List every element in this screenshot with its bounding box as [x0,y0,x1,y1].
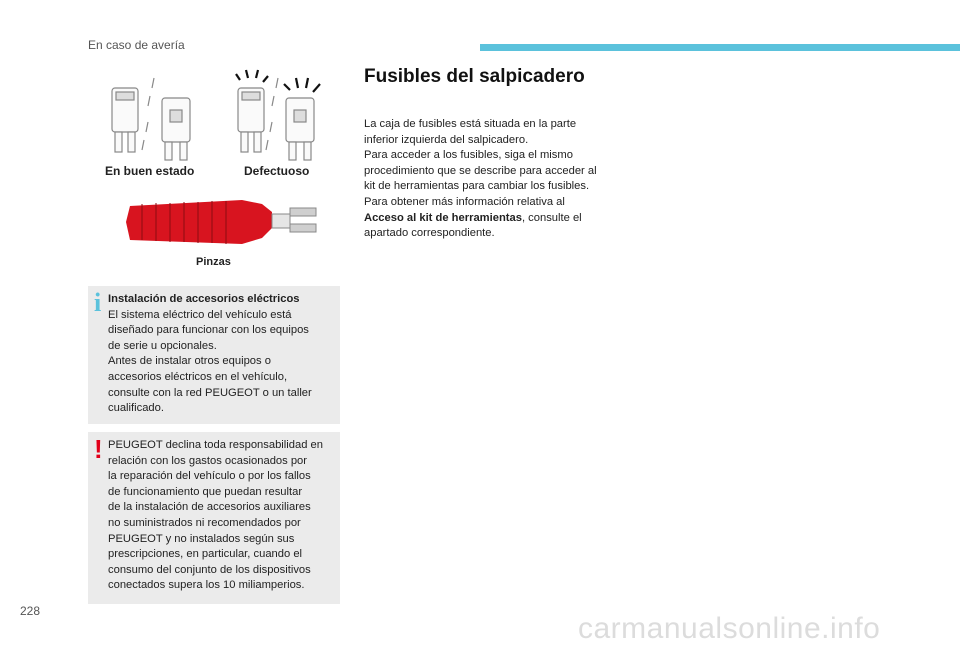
warning-line: PEUGEOT y no instalados según sus [108,532,295,545]
toolkit-reference[interactable]: Acceso al kit de herramientas [364,211,522,224]
page-title: Fusibles del salpicadero [364,66,585,87]
info-box [88,286,340,424]
watermark: carmanualsonline.info [578,612,881,645]
info-icon: i [94,288,102,317]
page-number: 228 [20,604,41,618]
main-link-rest: , consulte el [521,211,582,224]
info-line: cualificado. [108,402,164,415]
warning-line: la reparación del vehículo o por los fallos [108,470,311,483]
warning-line: PEUGEOT declina toda responsabilidad en [108,439,323,451]
warning-box [88,432,340,604]
main-paragraph [364,117,624,242]
main-link-line [364,211,624,227]
section-title: En caso de avería [88,38,185,52]
info-line: El sistema eléctrico del vehículo está [108,308,292,321]
fuse-illustration [100,66,340,166]
info-line: diseñado para funcionar con los equipos [108,324,309,337]
header-accent-bar [480,44,960,51]
warning-line: relación con los gastos ocasionados por [108,454,308,467]
info-line: consulte con la red PEUGEOT o un taller [108,386,312,399]
info-line: accesorios eléctricos en el vehículo, [108,370,288,383]
warning-line: no suministrados ni recomendados por [108,516,301,529]
pliers-illustration [122,192,322,252]
main-line: La caja de fusibles está situada en la parte [364,118,577,130]
warning-line: consumo del conjunto de los dispositivos [108,563,311,576]
warning-line: conectados supera los 10 miliamperios. [108,579,305,592]
pliers-caption: Pinzas [196,256,231,268]
main-line: inferior izquierda del salpicadero. [364,133,529,146]
fuse-bad-caption: Defectuoso [244,164,310,178]
main-line: procedimiento que se describe para acceder al [364,164,597,177]
main-line: Para obtener más información relativa al [364,195,565,208]
fuse-good-caption: En buen estado [105,164,195,178]
main-line: Para acceder a los fusibles, siga el mismo [364,149,573,162]
info-line: Antes de instalar otros equipos o [108,355,271,368]
warning-line: de la instalación de accesorios auxiliares [108,501,311,514]
main-line: kit de herramientas para cambiar los fusibles. [364,180,590,193]
info-box-heading: Instalación de accesorios eléctricos [108,293,300,305]
info-line: de serie u opcionales. [108,339,217,352]
warning-line: de funcionamiento que puedan resultar [108,485,303,498]
main-line: apartado correspondiente. [364,227,495,240]
warning-line: prescripciones, en particular, cuando el [108,548,303,561]
warning-icon: ! [94,434,103,464]
